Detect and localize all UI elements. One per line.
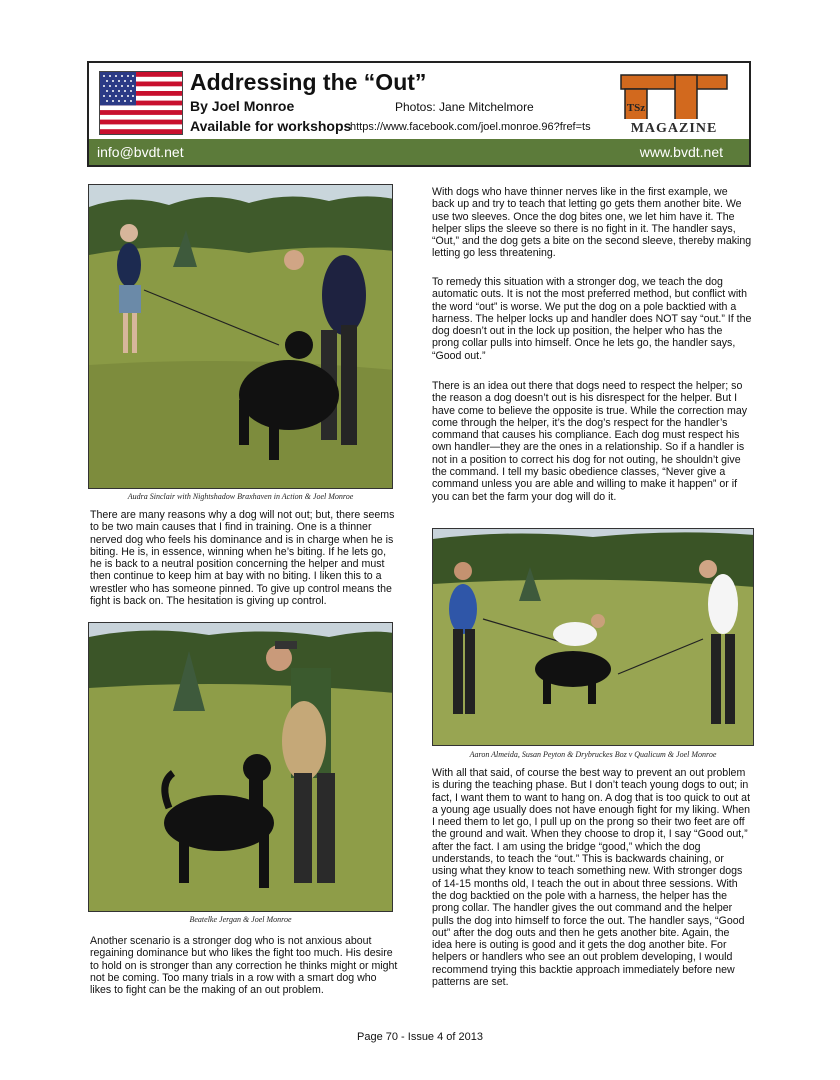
right-paragraph-2: To remedy this situation with a stronger dog, we teach the dog automatic outs. It is not the most preferred method, but conflict with the word “out” is worse. We put the dog on a pole backtied with a harness. The helper locks up and handler does NOT say “out.” If the dog doesn’t out in the lock up position, the helper who has the prong collar pulls into himself. Once he lets go, the handler says, “Good out.” [432, 276, 752, 362]
left-paragraph-1: There are many reasons why a dog will not out; but, there seems to be two main causes that I find in training. One is a thinner nerved dog who feels his dominance and is in charge when he is biting. He is, in essence, winning when he’s biting. If he lets go, he is back to a neutral position concerning the helper and must then continue to keep him at bay with no biting. I liken this to a wrestler who has someone pinned. To give up control means the fight is back on. The hesitation is giving up control. [90, 509, 395, 608]
right-paragraph-4: With all that said, of course the best way to prevent an out problem is during the teaching phase. But I don’t teach young dogs to out; in fact, I want them to want to hang on. A dog that is too quick to out at a young age usually does not have enough fight for my liking. When I need them to let go, I pull up on the prong so their two feet are off the ground and wait. When they choose to drop it, I say “Good out,” after the fact. I am using the bridge “good,” which the dog understands, to teach the “out.” This is backwards chaining, or using what they know to teach something new. With stronger dogs of 14-15 months old, I teach the out in about three sessions. With the dog backtied on the pole with a harness, the helper has the prong collar. The handler gives the out command and the helper pulls the dog into himself to force the out. The handler says, “Good out” after the dog outs and then he gets another bite. Again, the idea here is outing is good and it gets the dog another bite. For helpers or handlers who see an out problem developing, I would recommend trying this backtie approach immediately before new patterns are set. [432, 767, 751, 989]
right-paragraph-3: There is an idea out there that dogs need to respect the helper; so the reason a dog doesn’t out is his disrespect for the helper. But I have come to believe the opposite is true. While the correction may come through the helper, it’s the dog’s respect for the handler’s command that causes his compliance. Each dog must respect his own handler—they are the ones in a relationship. So if a handler is not in a position to correct his dog for not outing, he shouldn’t give the command. I tell my basic obedience classes, “Never give a command unless you are able and willing to make it happen” or if you can bet the farm your dog will do it. [432, 380, 748, 503]
photo3-caption: Aaron Almeida, Susan Peyton & Drybruckes Boz v Qualicum & Joel Monroe [469, 750, 717, 759]
photo-beatelke-jergan [88, 622, 393, 912]
photo-credit: Photos: Jane Mitchelmore [395, 100, 534, 114]
page-footer: Page 70 - Issue 4 of 2013 [357, 1031, 483, 1043]
photo-aaron-almeida [432, 528, 754, 746]
photo2-caption: Beatelke Jergan & Joel Monroe [189, 915, 292, 924]
left-paragraph-2: Another scenario is a stronger dog who is not anxious about regaining dominance but who likes the fight too much. His desire to hold on is stronger than any correction he thinks might or might not be coming. Too many trials in a row with a smart dog who likes to fight can be the making of an out problem. [90, 935, 398, 997]
logo-magazine-text: MAGAZINE [630, 121, 718, 135]
author-byline: By Joel Monroe [190, 98, 295, 114]
facebook-link[interactable]: https://www.facebook.com/joel.monroe.96?fref=ts [350, 121, 591, 133]
contact-bar [89, 139, 749, 165]
magazine-logo [619, 73, 729, 135]
photo1-caption: Audra Sinclair with Nightshadow Braxhaven in Action & Joel Monroe [127, 492, 354, 501]
workshops-note: Available for workshops [190, 118, 352, 134]
logo-small-text: TSz [626, 102, 646, 114]
photo-audra-sinclair [88, 184, 393, 489]
article-title: Addressing the “Out” [190, 69, 427, 95]
email-link[interactable]: info@bvdt.net [97, 144, 184, 160]
us-flag-icon [99, 71, 183, 135]
right-paragraph-1: With dogs who have thinner nerves like in the first example, we back up and try to teach that letting go gets them another bite. We use two sleeves. Once the dog bites one, we let him have it. The helper slips the sleeve so there is no fight in it. The handler says, “Out,” and the dog gets a bite on the second sleeve, thereby making letting go less threatening. [432, 186, 752, 260]
article-header [87, 61, 751, 167]
website-link[interactable]: www.bvdt.net [639, 144, 723, 160]
